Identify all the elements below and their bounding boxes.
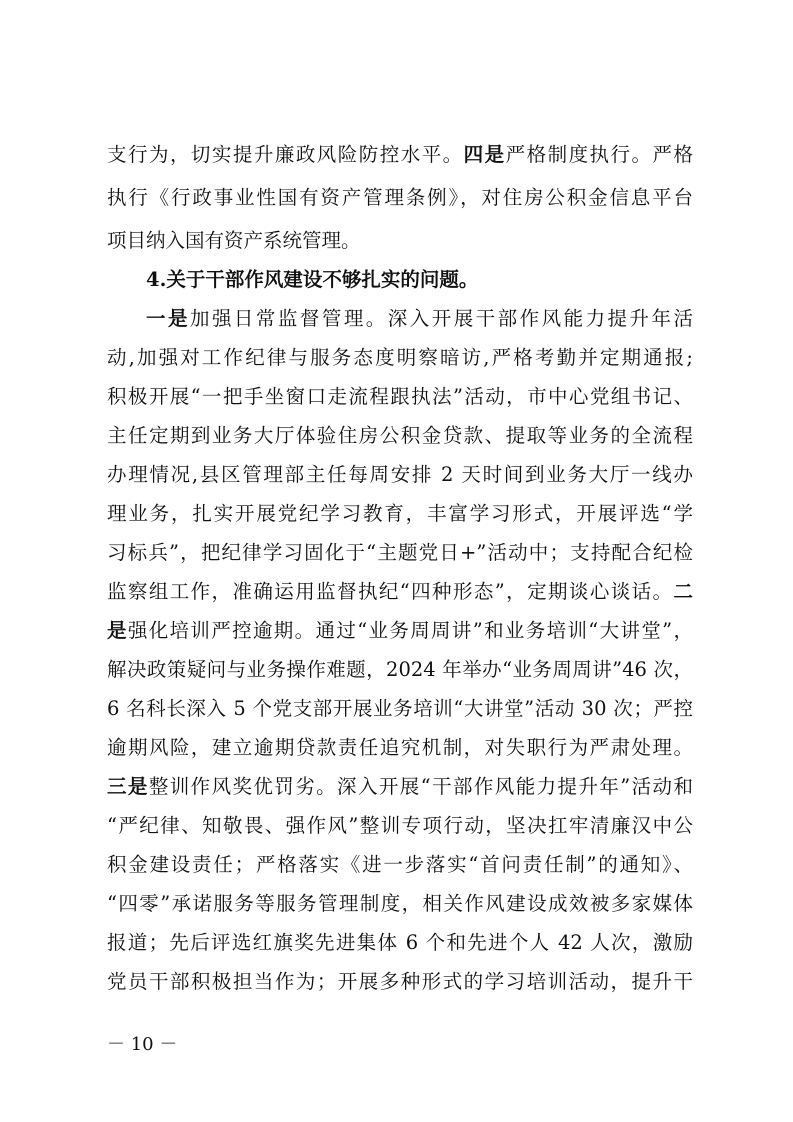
body-line-2 <box>107 181 693 215</box>
text-segment: “严纪律、知敬畏、强作风”整训专项行动，坚决扛牢清廉汉中公 <box>107 814 693 837</box>
emphasis-label: 三是 <box>107 775 149 798</box>
text-segment: 监察组工作，准确运用监督执纪“四种形态”，定期谈心谈话。 <box>107 580 674 603</box>
text-segment: 习标兵”，把纪律学习固化于“主题党日+”活动中；支持配合纪检 <box>107 541 693 564</box>
body-line-22 <box>107 965 693 999</box>
section-heading <box>146 263 693 297</box>
section-heading-text: 4.关于干部作风建设不够扎实的问题。 <box>146 268 479 291</box>
body-line-5 <box>146 302 693 336</box>
body-line-21 <box>107 926 693 960</box>
text-segment: 动,加强对工作纪律与服务态度明察暗访,严格考勤并定期通报; <box>107 346 693 369</box>
text-segment: 主任定期到业务大厅体验住房公积金贷款、提取等业务的全流程 <box>107 424 693 447</box>
text-segment: 6 名科长深入 5 个党支部开展业务培训“大讲堂”活动 30 次；严控 <box>107 697 693 720</box>
text-segment: 强化培训严控逾期。通过“业务周周讲”和业务培训“大讲堂”， <box>127 619 693 642</box>
body-line-18 <box>107 809 693 843</box>
body-line-17 <box>107 770 693 804</box>
text-segment: 办理情况,县区管理部主任每周安排 2 天时间到业务大厅一线办 <box>107 463 693 486</box>
page-number: － 10 － <box>107 1034 178 1055</box>
body-line-11 <box>107 536 693 570</box>
body-line-3 <box>107 224 693 258</box>
emphasis-label: 二 <box>673 580 693 603</box>
body-line-16 <box>107 731 693 765</box>
body-line-15 <box>107 692 693 726</box>
text-segment: 支行为，切实提升廉政风险防控水平。 <box>107 143 464 166</box>
text-segment: 执行《行政事业性国有资产管理条例》，对住房公积金信息平台 <box>107 186 693 209</box>
text-segment: 逾期风险，建立逾期贷款责任追究机制，对失职行为严肃处理。 <box>107 736 693 759</box>
text-segment: 党员干部积极担当作为；开展多种形式的学习培训活动，提升干 <box>107 970 693 993</box>
text-segment: 积金建设责任；严格落实《进一步落实“首问责任制”的通知》、 <box>107 853 693 876</box>
body-line-10 <box>107 497 693 531</box>
body-line-1 <box>107 138 693 172</box>
body-line-7 <box>107 380 693 414</box>
body-line-6 <box>107 341 693 375</box>
text-segment: 项目纳入国有资产系统管理。 <box>107 229 361 252</box>
body-line-19 <box>107 848 693 882</box>
body-line-12 <box>107 575 693 609</box>
text-segment: 严格制度执行。严格 <box>505 143 693 166</box>
emphasis-label: 一是 <box>146 307 190 330</box>
text-segment: “四零”承诺服务等服务管理制度，相关作风建设成效被多家媒体 <box>107 892 693 915</box>
emphasis-label: 四是 <box>463 143 506 166</box>
body-line-9 <box>107 458 693 492</box>
text-segment: 报道；先后评选红旗奖先进集体 6 个和先进个人 42 人次，激励 <box>107 931 693 954</box>
body-line-20 <box>107 887 693 921</box>
text-segment: 加强日常监督管理。深入开展干部作风能力提升年活 <box>189 307 693 330</box>
text-segment: 解决政策疑问与业务操作难题，2024 年举办“业务周周讲”46 次， <box>107 658 693 681</box>
text-segment: 积极开展“一把手坐窗口走流程跟执法”活动，市中心党组书记、 <box>107 385 693 408</box>
text-segment: 理业务，扎实开展党纪学习教育，丰富学习形式，开展评选“学 <box>107 502 693 525</box>
body-line-8 <box>107 419 693 453</box>
emphasis-label: 是 <box>107 619 128 642</box>
body-line-14 <box>107 653 693 687</box>
body-line-13 <box>107 614 693 648</box>
text-segment: 整训作风奖优罚劣。深入开展“干部作风能力提升年”活动和 <box>148 775 693 798</box>
